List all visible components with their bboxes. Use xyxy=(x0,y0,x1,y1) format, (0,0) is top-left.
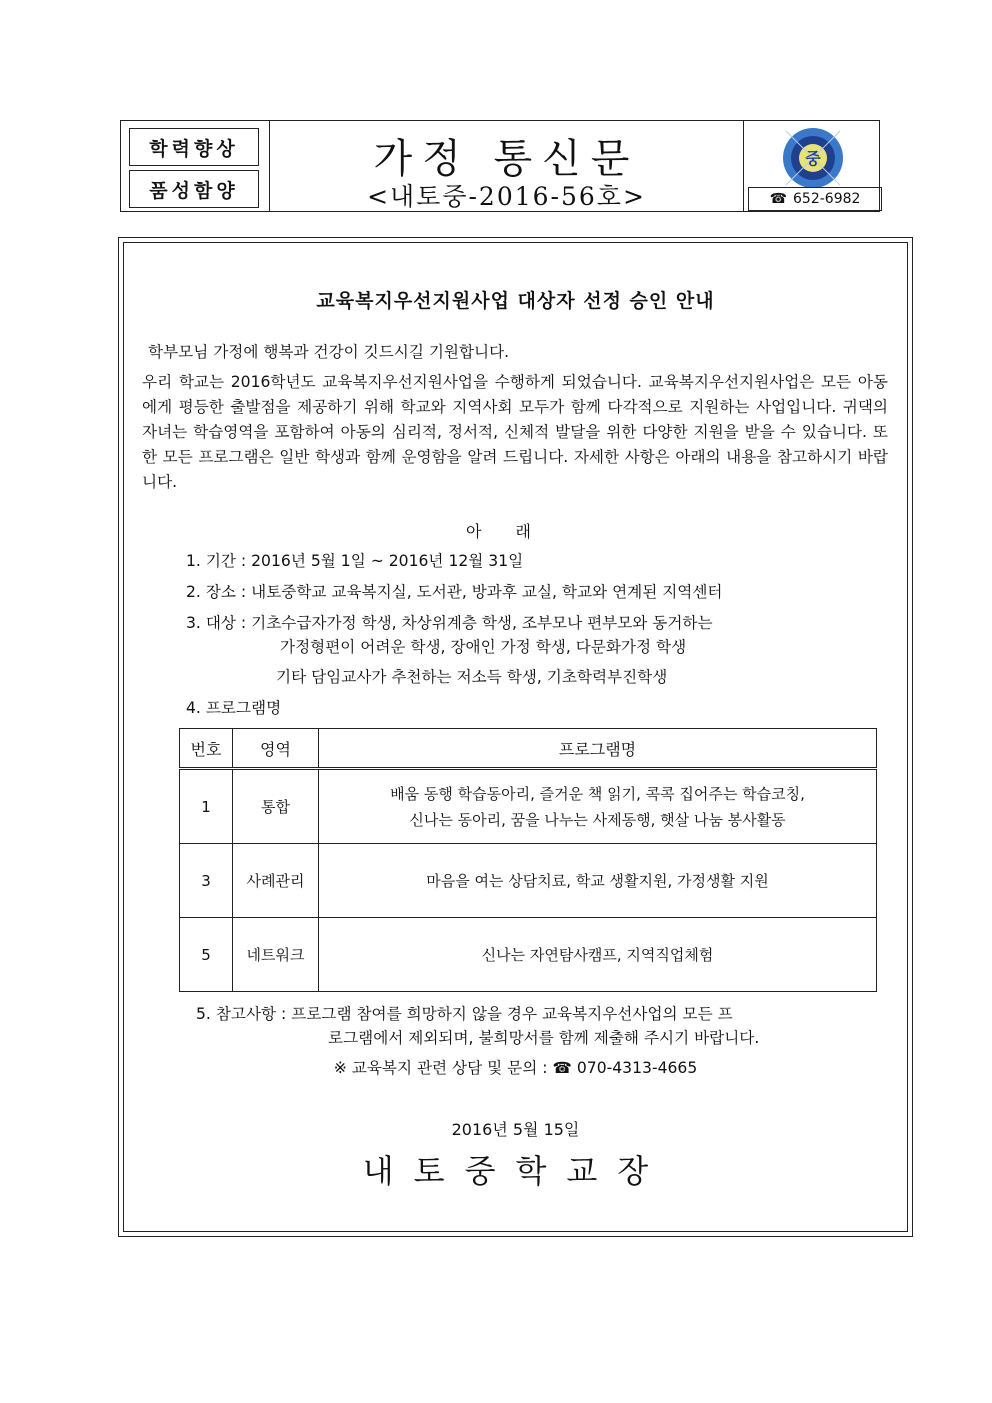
greeting-text: 학부모님 가정에 행복과 건강이 깃드시길 기원합니다. xyxy=(148,343,510,361)
item-target-continued: 가정형편이 어려운 학생, 장애인 가정 학생, 다문화가정 학생 xyxy=(280,638,687,656)
program-line: 신나는 동아리, 꿈을 나누는 사제동행, 햇살 나눔 봉사활동 xyxy=(409,810,786,829)
motto-academic: 학력향상 xyxy=(129,128,259,166)
contact-phone-icon: ☎ xyxy=(552,1059,572,1077)
reference-note: 5. 참고사항 : 프로그램 참여를 희망하지 않을 경우 교육복지우선사업의 모든 프 xyxy=(196,1005,733,1023)
contact-label: ※ 교육복지 관련 상담 및 문의 : xyxy=(333,1059,548,1077)
motto-character: 품성함양 xyxy=(129,170,259,208)
school-emblem-icon xyxy=(782,127,844,189)
row-program xyxy=(319,844,877,918)
school-phone-number: 652-6982 xyxy=(793,191,861,207)
notice-title: 교육복지우선지원사업 대상자 선정 승인 안내 xyxy=(316,290,715,312)
item-period: 1. 기간 : 2016년 5월 1일 ~ 2016년 12월 31일 xyxy=(186,552,524,570)
motto-group xyxy=(129,128,261,208)
logo-block xyxy=(744,121,880,211)
reference-note-continued: 로그램에서 제외되며, 불희망서를 함께 제출해 주시기 바랍니다. xyxy=(328,1029,760,1047)
row-number: 5 xyxy=(180,918,233,992)
contact-line xyxy=(118,1056,913,1081)
row-area: 네트워크 xyxy=(233,918,319,992)
table-row xyxy=(180,918,877,992)
program-table xyxy=(179,728,877,992)
principal-signature: 내토중학교장 xyxy=(362,1152,669,1190)
header-number: 번호 xyxy=(180,729,233,769)
header-area: 영역 xyxy=(233,729,319,769)
row-program xyxy=(319,769,877,844)
item-program-heading: 4. 프로그램명 xyxy=(186,699,282,717)
school-phone xyxy=(748,187,882,211)
newsletter-title: 가정 통신문 xyxy=(373,136,640,182)
program-line: 신나는 자연탐사캠프, 지역직업체험 xyxy=(481,945,714,964)
row-number: 1 xyxy=(180,769,233,844)
row-area: 사례관리 xyxy=(233,844,319,918)
table-row xyxy=(180,769,877,844)
emblem-letter: 중 xyxy=(805,149,821,168)
contact-phone-number: 070-4313-4665 xyxy=(576,1059,698,1077)
table-header-row xyxy=(180,729,877,769)
item-target: 3. 대상 : 기초수급자가정 학생, 차상위계층 학생, 조부모나 편부모와 동거하는 xyxy=(186,614,713,632)
title-block xyxy=(270,121,743,211)
row-number: 3 xyxy=(180,844,233,918)
table-row xyxy=(180,844,877,918)
notice-label: 아래 xyxy=(466,522,565,541)
item-place: 2. 장소 : 내토중학교 교육복지실, 도서관, 방과후 교실, 학교와 연계된 지역센터 xyxy=(186,583,723,601)
item-target-extra: 기타 담임교사가 추천하는 저소득 학생, 기초학력부진학생 xyxy=(276,668,668,686)
intro-paragraph: 우리 학교는 2016학년도 교육복지우선지원사업을 수행하게 되었습니다. 교육복지우선지원사업은 모든 아동에게 평등한 출발점을 제공하기 위해 학교와 지역사회 모두가 함께 다각적으로 지원하는 사업입니다. 귀댁의 자녀는 학습영역을 포함하여 아동의 심리적, 정서적, 신체적 발달을 위한 다양한 지원을 받을 수 있습니다. 또한 모든 프로그램은 일반 학생과 함께 운영함을 알려 드립니다. 자세한 사항은 아래의 내용을 참고하시기 바랍니다. xyxy=(142,373,888,491)
program-line: 마음을 여는 상담치료, 학교 생활지원, 가정생활 지원 xyxy=(426,871,769,890)
issue-number: <내토중-2016-56호> xyxy=(367,182,646,211)
row-area: 통합 xyxy=(233,769,319,844)
newsletter-header xyxy=(120,120,880,212)
header-program: 프로그램명 xyxy=(319,729,877,769)
row-program xyxy=(319,918,877,992)
phone-icon: ☎ xyxy=(769,191,788,207)
program-line: 배움 동행 학습동아리, 즐거운 책 읽기, 콕콕 집어주는 학습코칭, xyxy=(390,784,805,803)
issue-date: 2016년 5월 15일 xyxy=(451,1120,580,1139)
